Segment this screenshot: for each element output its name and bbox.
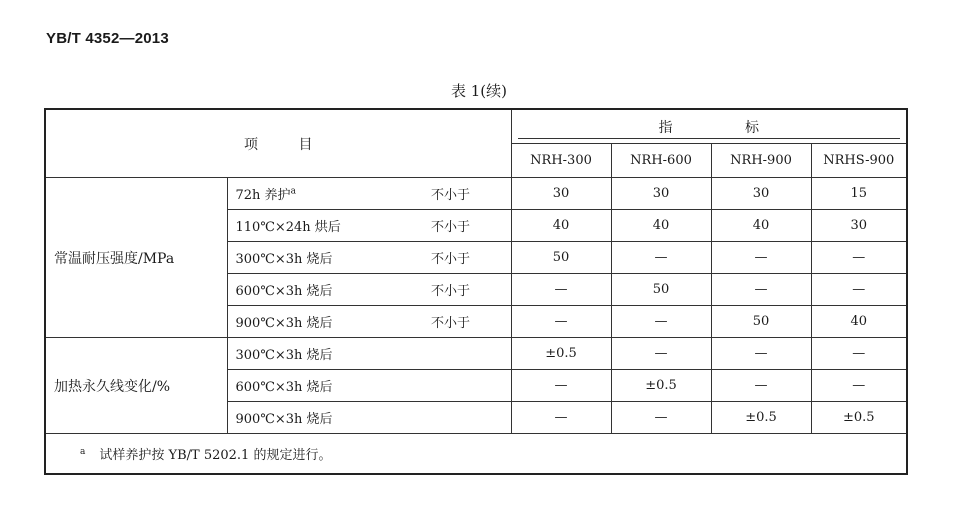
requirement-cell (427, 402, 511, 434)
value-cell: — (611, 338, 711, 370)
requirement-cell (427, 370, 511, 402)
grade-header: NRH-300 (511, 144, 611, 178)
value-cell: ±0.5 (811, 402, 907, 434)
value-cell: 30 (611, 178, 711, 210)
value-cell: ±0.5 (711, 402, 811, 434)
condition-cell: 600℃×3h 烧后 (227, 370, 427, 402)
value-cell: 40 (811, 306, 907, 338)
value-cell: — (811, 338, 907, 370)
footnote-mark: a (290, 186, 296, 197)
index-header-underline (518, 138, 901, 139)
category-label: 加热永久线变化/% (45, 338, 227, 434)
value-cell: — (511, 306, 611, 338)
footnote-mark: a (80, 446, 86, 457)
condition-cell: 900℃×3h 烧后 (227, 306, 427, 338)
grade-header: NRHS-900 (811, 144, 907, 178)
value-cell: — (811, 370, 907, 402)
value-cell: — (711, 370, 811, 402)
value-cell: 40 (711, 210, 811, 242)
value-cell: — (611, 402, 711, 434)
value-cell: 30 (811, 210, 907, 242)
value-cell: — (711, 338, 811, 370)
condition-cell: 300℃×3h 烧后 (227, 242, 427, 274)
value-cell: — (511, 274, 611, 306)
value-cell: — (511, 370, 611, 402)
value-cell: 30 (511, 178, 611, 210)
value-cell: 50 (611, 274, 711, 306)
value-cell: 30 (711, 178, 811, 210)
condition-cell: 72h 养护$^a$ (227, 178, 427, 210)
value-cell: 50 (711, 306, 811, 338)
grade-header: NRH-600 (611, 144, 711, 178)
value-cell: — (811, 274, 907, 306)
condition-cell: 900℃×3h 烧后 (227, 402, 427, 434)
value-cell: — (711, 274, 811, 306)
requirement-cell: 不小于 (427, 306, 511, 338)
footnote-row (45, 434, 907, 475)
condition-cell: 300℃×3h 烧后 (227, 338, 427, 370)
value-cell: 15 (811, 178, 907, 210)
index-header-label: 指 标 (658, 119, 793, 136)
index-header (511, 109, 907, 144)
value-cell: 50 (511, 242, 611, 274)
value-cell: — (611, 306, 711, 338)
value-cell: ±0.5 (511, 338, 611, 370)
value-cell: 40 (611, 210, 711, 242)
table-row (45, 338, 907, 370)
category-label: 常温耐压强度/MPa (45, 178, 227, 338)
table-row (45, 178, 907, 210)
value-cell: — (611, 242, 711, 274)
requirement-cell: 不小于 (427, 274, 511, 306)
condition-cell: 600℃×3h 烧后 (227, 274, 427, 306)
requirement-cell: 不小于 (427, 178, 511, 210)
requirement-cell: 不小于 (427, 242, 511, 274)
spec-table (44, 108, 908, 475)
grade-header: NRH-900 (711, 144, 811, 178)
value-cell: — (711, 242, 811, 274)
table-caption: 表 1(续) (450, 82, 508, 100)
condition-cell: 110℃×24h 烘后 (227, 210, 427, 242)
value-cell: — (811, 242, 907, 274)
item-header: 项 目 (45, 109, 511, 178)
footnote (45, 434, 907, 475)
value-cell: 40 (511, 210, 611, 242)
requirement-cell: 不小于 (427, 210, 511, 242)
requirement-cell (427, 338, 511, 370)
footnote-text: 试样养护按 YB/T 5202.1 的规定进行。 (99, 448, 332, 463)
standard-code: YB/T 4352—2013 (46, 30, 169, 47)
value-cell: ±0.5 (611, 370, 711, 402)
value-cell: — (511, 402, 611, 434)
